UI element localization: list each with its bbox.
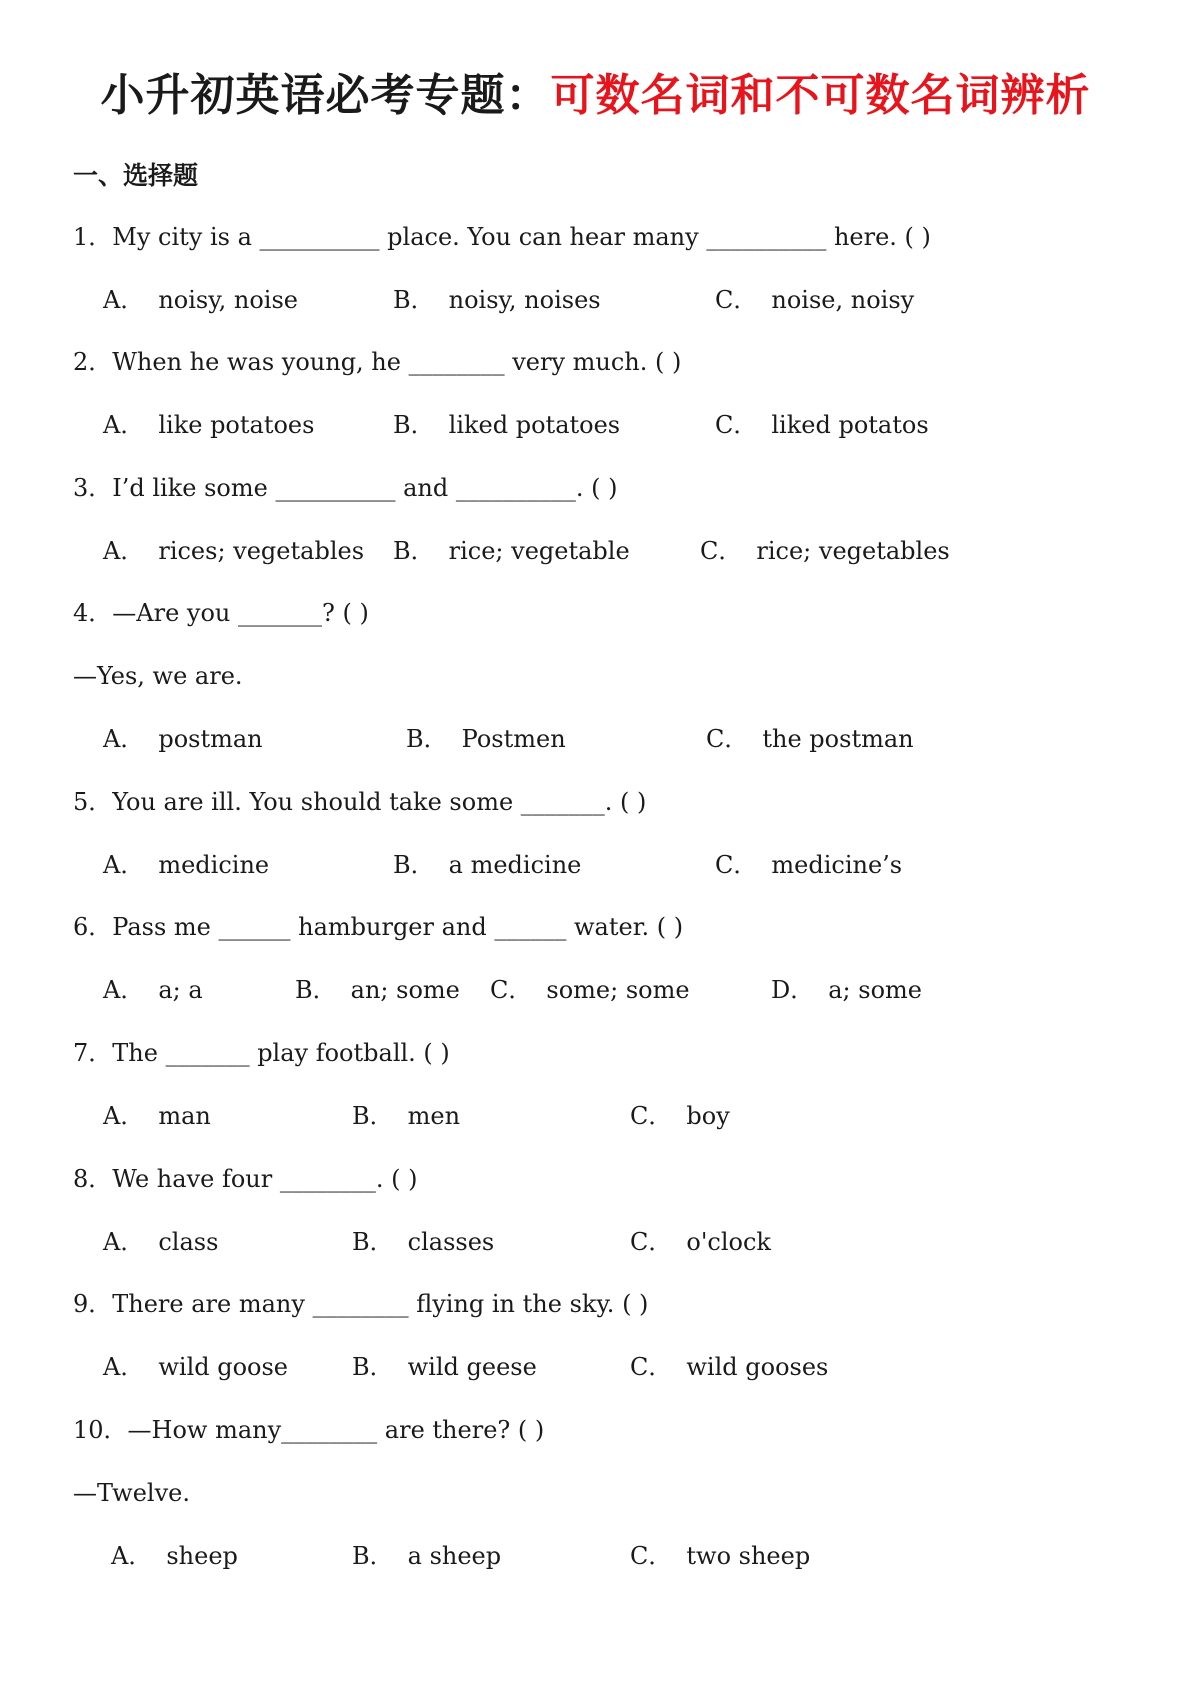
title-black: 小升初英语必考专题： bbox=[100, 70, 551, 121]
question-stem: 4．—Are you _______? ( ) bbox=[73, 599, 369, 627]
option-b: B． liked potatoes bbox=[393, 411, 621, 439]
title-red: 可数名词和不可数名词辨析 bbox=[550, 70, 1091, 121]
option-b: B． a sheep bbox=[352, 1542, 502, 1570]
option-d: D． a; some bbox=[771, 976, 922, 1004]
option-a: A． man bbox=[103, 1102, 211, 1130]
page-title bbox=[0, 68, 1191, 124]
option-a: A． like potatoes bbox=[103, 411, 315, 439]
option-c: C． rice; vegetables bbox=[700, 537, 950, 565]
question-stem: 5．You are ill. You should take some _______. ( ) bbox=[73, 788, 647, 816]
answer-line: —Yes, we are. bbox=[73, 662, 243, 690]
question-stem: 10．—How many________ are there? ( ) bbox=[73, 1416, 545, 1444]
question-stem: 3．I’d like some __________ and __________. ( ) bbox=[73, 474, 618, 502]
option-b: B． a medicine bbox=[393, 851, 582, 879]
option-b: B． Postmen bbox=[406, 725, 566, 753]
section-heading: 一、选择题 bbox=[73, 161, 199, 190]
question-stem: 1．My city is a __________ place. You can hear many __________ here. ( ) bbox=[73, 223, 931, 251]
question-stem: 7．The _______ play football. ( ) bbox=[73, 1039, 450, 1067]
option-b: B． men bbox=[352, 1102, 461, 1130]
option-a: A． postman bbox=[103, 725, 263, 753]
option-c: C． medicine’s bbox=[715, 851, 903, 879]
option-b: B． noisy, noises bbox=[393, 286, 601, 314]
option-a: A． sheep bbox=[111, 1542, 238, 1570]
option-b: B． wild geese bbox=[352, 1353, 537, 1381]
question-stem: 2．When he was young, he ________ very much. ( ) bbox=[73, 348, 682, 376]
option-b: B． an; some bbox=[295, 976, 460, 1004]
option-c: C． liked potatos bbox=[715, 411, 929, 439]
answer-line: —Twelve. bbox=[73, 1479, 190, 1507]
question-stem: 6．Pass me ______ hamburger and ______ water. ( ) bbox=[73, 913, 684, 941]
option-c: C． boy bbox=[630, 1102, 730, 1130]
option-a: A． noisy, noise bbox=[103, 286, 298, 314]
question-stem: 9．There are many ________ flying in the sky. ( ) bbox=[73, 1290, 649, 1318]
option-a: A． rices; vegetables bbox=[103, 537, 365, 565]
option-b: B． classes bbox=[352, 1228, 495, 1256]
option-a: A． class bbox=[103, 1228, 219, 1256]
option-c: C． some; some bbox=[490, 976, 690, 1004]
option-c: C． o'clock bbox=[630, 1228, 771, 1256]
option-c: C． wild gooses bbox=[630, 1353, 829, 1381]
option-a: A． medicine bbox=[103, 851, 270, 879]
option-b: B． rice; vegetable bbox=[393, 537, 630, 565]
option-c: C． noise, noisy bbox=[715, 286, 915, 314]
option-c: C． the postman bbox=[706, 725, 914, 753]
option-c: C． two sheep bbox=[630, 1542, 811, 1570]
option-a: A． a; a bbox=[103, 976, 203, 1004]
option-a: A． wild goose bbox=[103, 1353, 289, 1381]
question-stem: 8．We have four ________. ( ) bbox=[73, 1165, 418, 1193]
